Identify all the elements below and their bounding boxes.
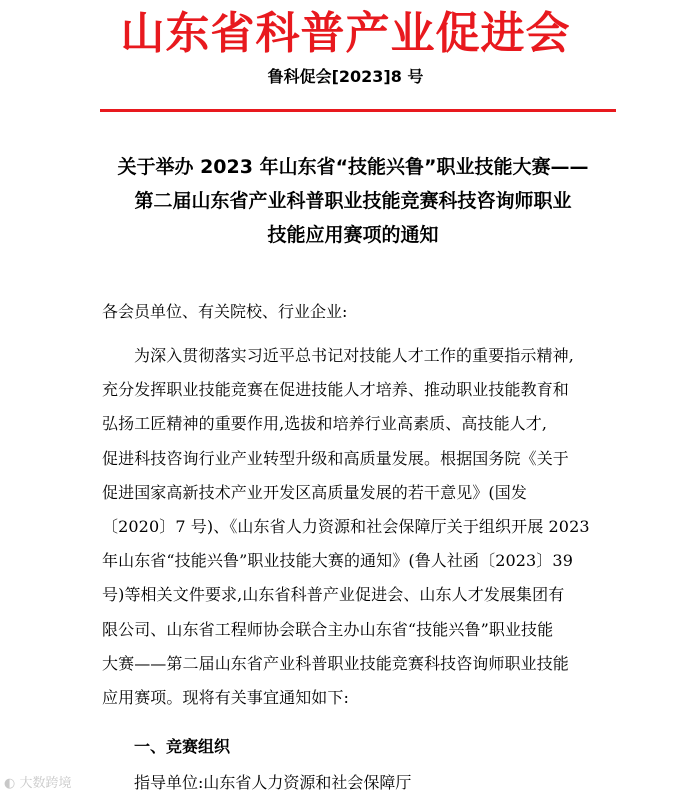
red-divider-line bbox=[100, 109, 616, 112]
salutation: 各会员单位、有关院校、行业企业: bbox=[102, 302, 348, 321]
body-line: 号)等相关文件要求,山东省科普产业促进会、山东人才发展集团有 bbox=[102, 585, 565, 605]
notice-title-line: 技能应用赛项的通知 bbox=[267, 224, 439, 246]
watermark-text: 大数跨境 bbox=[19, 776, 72, 791]
body-line: 充分发挥职业技能竞赛在促进技能人才培养、推动职业技能教育和 bbox=[102, 380, 569, 400]
guide-unit-line: 指导单位:山东省人力资源和社会保障厅 bbox=[134, 773, 412, 792]
watermark bbox=[4, 775, 72, 793]
body-line: 为深入贯彻落实习近平总书记对技能人才工作的重要指示精神, bbox=[134, 346, 574, 365]
notice-title-line: 关于举办 2023 年山东省“技能兴鲁”职业技能大赛—— bbox=[117, 156, 589, 178]
watermark-logo-icon: ◐ bbox=[4, 776, 20, 791]
notice-title bbox=[88, 150, 618, 252]
body-line: 〔2020〕7 号)、《山东省人力资源和社会保障厅关于组织开展 2023 bbox=[102, 516, 590, 536]
body-line: 年山东省“技能兴鲁”职业技能大赛的通知》(鲁人社函〔2023〕39 bbox=[102, 551, 573, 571]
body-line: 促进科技咨询行业产业转型升级和高质量发展。根据国务院《关于 bbox=[102, 448, 569, 468]
notice-title-line: 第二届山东省产业科普职业技能竞赛科技咨询师职业 bbox=[134, 190, 572, 212]
section-heading: 一、竞赛组织 bbox=[134, 737, 231, 756]
body-line: 大赛——第二届山东省产业科普职业技能竞赛科技咨询师职业技能 bbox=[102, 653, 569, 673]
body-paragraph bbox=[102, 339, 622, 715]
body-line: 限公司、山东省工程师协会联合主办山东省“技能兴鲁”职业技能 bbox=[102, 619, 554, 639]
document-number: 鲁科促会[2023]8 号 bbox=[267, 67, 424, 86]
organization-title: 山东省科普产业促进会 bbox=[120, 8, 571, 59]
body-line: 促进国家高新技术产业开发区高质量发展的若干意见》(国发 bbox=[102, 482, 527, 502]
body-line: 弘扬工匠精神的重要作用,选拔和培养行业高素质、高技能人才, bbox=[102, 414, 548, 434]
body-line: 应用赛项。现将有关事宜通知如下: bbox=[102, 687, 349, 707]
